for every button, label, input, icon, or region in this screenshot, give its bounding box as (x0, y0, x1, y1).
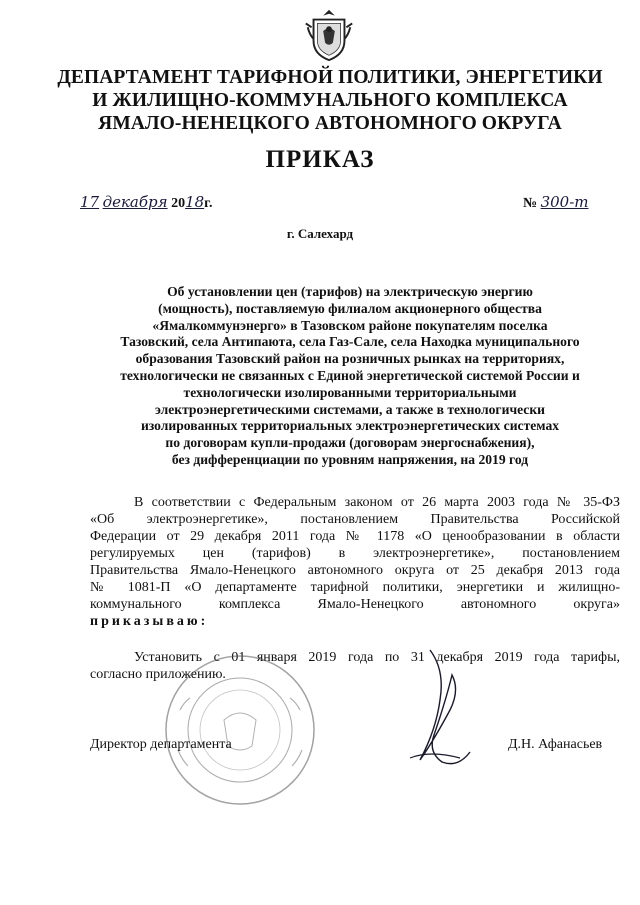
order-number (523, 193, 589, 212)
subject-line: образования Тазовский район на розничных рынках на территориях, (135, 351, 565, 367)
number-prefix: № (523, 196, 538, 211)
department-line: ДЕПАРТАМЕНТ ТАРИФНОЙ ПОЛИТИКИ, ЭНЕРГЕТИКИ (57, 67, 603, 88)
number-value: 300-т (540, 193, 589, 211)
handwritten-signature (390, 640, 490, 780)
preamble-line: регулируемых цен (тарифов) в электроэнергетике», постановлением (90, 546, 620, 561)
subject-line: «Ямалкоммунэнерго» в Тазовском районе покупателям поселка (152, 317, 548, 333)
department-line: ЯМАЛО-НЕНЕЦКОГО АВТОНОМНОГО ОКРУГА (98, 113, 562, 134)
city: г. Салехард (286, 226, 354, 241)
subject-line: Тазовский, села Антипаюта, села Газ-Сале, села Находка муниципального (120, 334, 580, 350)
date-tail: г. (204, 196, 213, 211)
order-subject (80, 284, 620, 469)
preamble-line: Федерации от 29 декабря 2011 года № 1178 «О ценообразовании в области (90, 529, 620, 544)
subject-line: Об установлении цен (тарифов) на электрическую энергию (167, 284, 533, 299)
operative-line: Установить с 01 января 2019 года по 31 декабря 2019 года тарифы, (134, 650, 620, 665)
department-header (40, 66, 620, 135)
signatory-name: Д.Н. Афанасьев (508, 737, 603, 752)
department-line: И ЖИЛИЩНО-КОММУНАЛЬНОГО КОМПЛЕКСА (92, 90, 568, 111)
signatory-position: Директор департамента (90, 737, 232, 752)
subject-line: (мощность), поставляемую филиалом акционерного общества (158, 300, 542, 316)
coat-of-arms-icon (300, 6, 358, 64)
preamble-line: Правительства Ямало-Ненецкого автономного округа от 25 декабря 2013 года (90, 563, 620, 578)
subject-line: технологически изолированными территориальными (183, 384, 517, 400)
subject-line: без дифференциации по уровням напряжения, на 2019 год (171, 451, 529, 467)
subject-line: изолированных территориальных электроэнергетических системах (140, 418, 560, 434)
order-word: приказываю: (90, 614, 209, 629)
doc-type-title: ПРИКАЗ (265, 146, 375, 173)
date-year-prefix: 20 (171, 196, 186, 211)
preamble-line: коммунального комплекса Ямало-Ненецкого автономного округа» (90, 597, 620, 612)
preamble-line: «Об электроэнергетике», постановлением Правительства Российской (90, 512, 620, 527)
subject-line: электроэнергетическими системами, а также в технологически (154, 401, 546, 417)
preamble-line: В соответствии с Федеральным законом от 26 марта 2003 года № 35-ФЗ (134, 495, 620, 510)
subject-line: технологически не связанных с Единой энергетической системой России и (120, 367, 580, 383)
date-year-suffix: 18 (185, 193, 205, 211)
operative-line: согласно приложению. (90, 667, 226, 682)
order-date (80, 193, 212, 212)
preamble (90, 494, 620, 630)
official-stamp (160, 650, 320, 810)
subject-line: по договорам купли-продажи (договорам энергоснабжения), (165, 435, 535, 451)
date-day: 17 (80, 193, 100, 211)
date-month: декабря (102, 193, 168, 211)
preamble-line: № 1081-П «О департаменте тарифной политики, энергетики и жилищно- (90, 580, 620, 595)
